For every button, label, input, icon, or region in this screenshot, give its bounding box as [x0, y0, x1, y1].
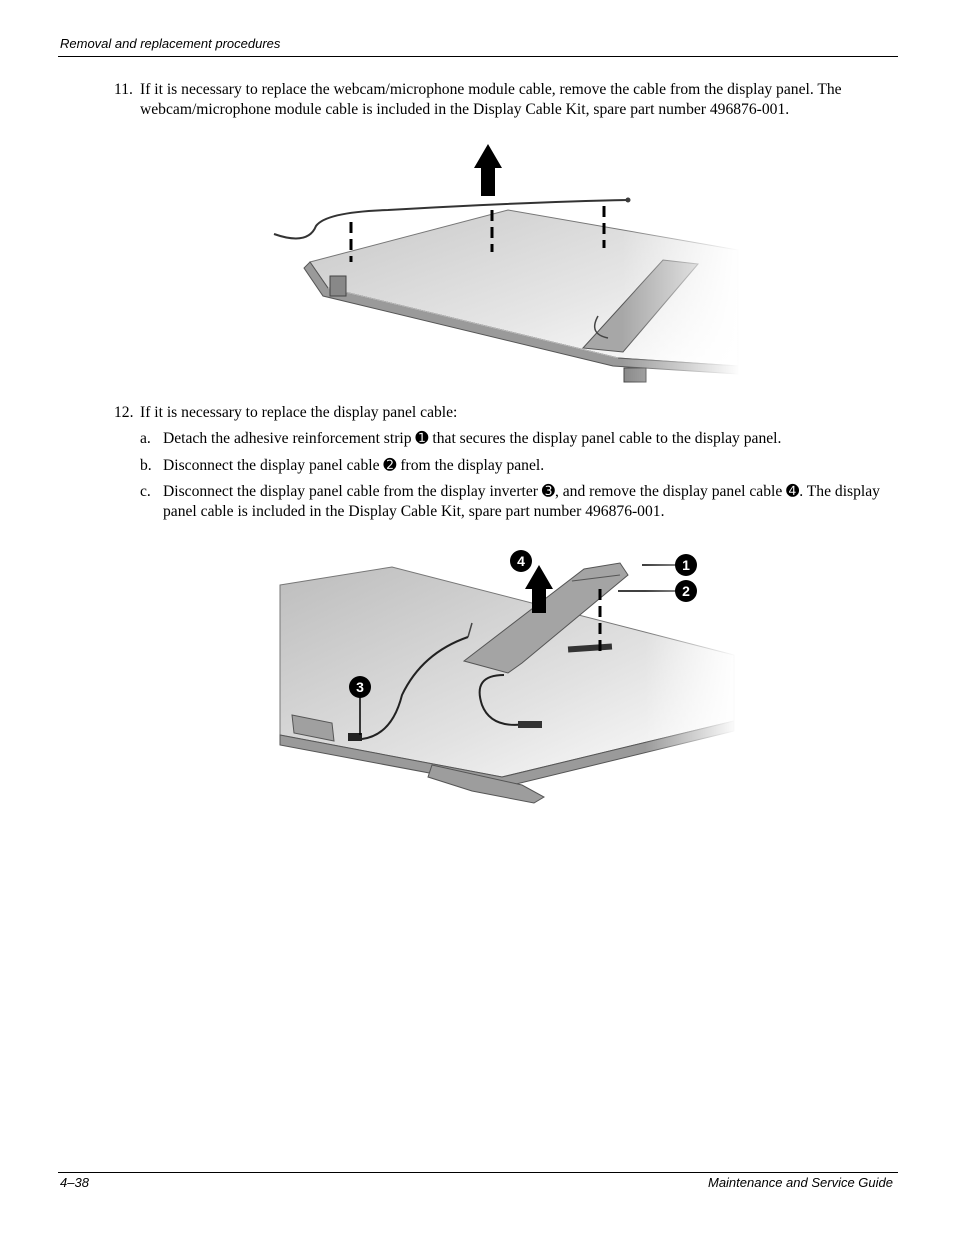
- callout-2-icon: [675, 580, 697, 602]
- step-12: [114, 403, 904, 423]
- substep-text: Disconnect the display panel cable ➋ from the display panel.: [163, 457, 545, 474]
- display-panel-illustration: [268, 138, 740, 390]
- callout-1-icon: [675, 554, 697, 576]
- display-cable-illustration: [272, 545, 738, 807]
- step-number: 11.: [114, 81, 133, 98]
- substep-c: [140, 482, 900, 521]
- callout-label: 3: [356, 679, 364, 695]
- callout-label: 2: [682, 583, 690, 599]
- callout-label: 1: [682, 557, 690, 573]
- substep-letter: b.: [140, 457, 152, 474]
- step-number: 12.: [114, 404, 134, 421]
- page-number: 4–38: [60, 1175, 89, 1190]
- step-text: If it is necessary to replace the webcam/microphone module cable, remove the cable from the display panel. The webcam/microphone module cable is included in the Display Cable Kit, spare part number 496876-001.: [140, 81, 842, 118]
- header-rule: [58, 56, 898, 57]
- running-head: Removal and replacement procedures: [60, 36, 281, 51]
- substep-a: [140, 429, 900, 449]
- footer-rule: [58, 1172, 898, 1173]
- substep-letter: c.: [140, 483, 151, 500]
- figure-webcam-cable-removal: [268, 138, 740, 390]
- substep-b: [140, 456, 900, 476]
- substep-text: Disconnect the display panel cable from the display inverter ➌, and remove the display panel cable ➍. The display panel cable is included in the Display Cable Kit, spare part number 496876-001.: [163, 483, 880, 520]
- substep-letter: a.: [140, 430, 151, 447]
- step-11: [114, 80, 904, 119]
- figure-display-cable-removal: [272, 545, 738, 807]
- guide-title: Maintenance and Service Guide: [707, 1175, 893, 1190]
- substep-text: Detach the adhesive reinforcement strip ➊ that secures the display panel cable to the display panel.: [163, 430, 782, 447]
- callout-label: 4: [517, 553, 525, 569]
- callout-3-icon: [349, 676, 371, 698]
- callout-4-icon: [510, 550, 532, 572]
- step-text: If it is necessary to replace the display panel cable:: [140, 404, 458, 421]
